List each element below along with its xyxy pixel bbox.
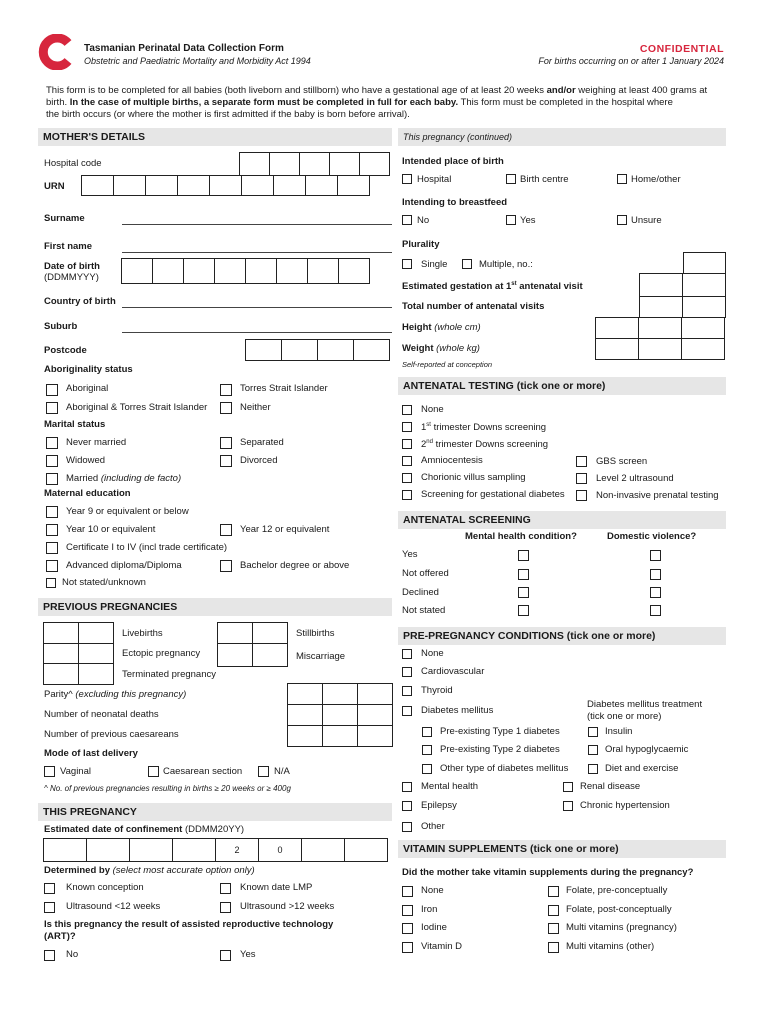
caesarean-label: Caesarean section (163, 766, 243, 777)
postcode-label: Postcode (44, 345, 87, 356)
folate-pre-label: Folate, pre-conceptually (566, 885, 668, 896)
miscarriage-label: Miscarriage (296, 651, 346, 662)
previous-pregnancies-heading: PREVIOUS PREGNANCIES (38, 598, 392, 616)
form-title: Tasmanian Perinatal Data Collection Form (84, 43, 284, 54)
gestation-label: Estimated gestation at 1st antenatal visit (402, 281, 583, 293)
type1-label: Pre-existing Type 1 diabetes (440, 726, 560, 737)
renal-label: Renal disease (580, 781, 641, 792)
home-checkbox[interactable] (617, 174, 627, 184)
art-no-checkbox[interactable] (44, 950, 55, 961)
birth-centre-label: Birth centre (520, 174, 569, 185)
plurality-heading: Plurality (402, 239, 440, 250)
folate-post-label: Folate, post-conceptually (566, 904, 672, 915)
thyroid-checkbox[interactable] (402, 686, 412, 696)
parity-label: Parity^ (excluding this pregnancy) (44, 689, 187, 700)
multiple-checkbox[interactable] (462, 259, 472, 269)
year12-label: Year 12 or equivalent (240, 524, 330, 535)
edc-digit-0: 0 (258, 838, 302, 862)
separated-label: Separated (240, 437, 284, 448)
adv-diploma-label: Advanced diploma/Diploma (66, 560, 182, 571)
miscarriage-field[interactable] (218, 643, 288, 667)
epilepsy-label: Epilepsy (421, 800, 457, 811)
stillbirths-field[interactable] (218, 622, 288, 644)
year10-checkbox[interactable] (46, 524, 58, 536)
tsi-checkbox[interactable] (220, 384, 232, 396)
visits-field[interactable] (640, 296, 726, 318)
hypertension-label: Chronic hypertension (580, 800, 670, 811)
cvs-checkbox[interactable] (402, 473, 412, 483)
breastfeed-yes-label: Yes (520, 215, 536, 226)
dob-format: (DDMMYYY) (44, 272, 99, 283)
ectopic-label: Ectopic pregnancy (122, 648, 201, 659)
known-conception-checkbox[interactable] (44, 883, 55, 894)
iodine-checkbox[interactable] (402, 923, 413, 934)
cvs-label: Chorionic villus sampling (421, 472, 526, 483)
cond-none-checkbox[interactable] (402, 649, 412, 659)
folate-post-checkbox[interactable] (548, 905, 559, 916)
year9-label: Year 9 or equivalent or below (66, 506, 189, 517)
hypertension-checkbox[interactable] (563, 801, 573, 811)
intro-text-2: birth. In the case of multiple births, a separate form must be completed in full for each baby. This form must be completed in the hospital where (46, 97, 673, 108)
testing-none-checkbox[interactable] (402, 405, 412, 415)
bachelor-label: Bachelor degree or above (240, 560, 350, 571)
iron-checkbox[interactable] (402, 905, 413, 916)
type1-checkbox[interactable] (422, 727, 432, 737)
cond-mental-checkbox[interactable] (402, 782, 412, 792)
dm-treatment-note: (tick one or more) (587, 711, 662, 722)
marital-heading: Marital status (44, 419, 106, 430)
widowed-checkbox[interactable] (46, 455, 58, 467)
caesareans-field[interactable] (288, 725, 393, 747)
parity-footnote: ^ No. of previous pregnancies resulting in births ≥ 20 weeks or ≥ 400g (44, 784, 291, 793)
parity-field[interactable] (288, 683, 393, 705)
country-label: Country of birth (44, 296, 116, 307)
country-input[interactable] (122, 307, 392, 308)
livebirths-label: Livebirths (122, 628, 163, 639)
self-reported-note: Self-reported at conception (402, 360, 493, 369)
vitamins-question: Did the mother take vitamin supplements during the pregnancy? (402, 867, 694, 878)
us-gt12-label: Ultrasound >12 weeks (240, 901, 335, 912)
breastfeed-unsure-checkbox[interactable] (617, 215, 627, 225)
cardio-checkbox[interactable] (402, 667, 412, 677)
first-name-input[interactable] (122, 252, 392, 253)
nipt-label: Non-invasive prenatal testing (596, 490, 719, 501)
neither-label: Neither (240, 402, 271, 413)
breastfeed-no-label: No (417, 215, 430, 226)
continued-heading: This pregnancy (continued) (398, 128, 726, 146)
vaginal-label: Vaginal (60, 766, 91, 777)
breastfeed-heading: Intending to breastfeed (402, 197, 508, 208)
intro-text: This form is to be completed for all babies (both liveborn and stillborn) who have a gestational age of at least 20 weeks and/or weighing at least 400 grams at (46, 85, 708, 96)
dv-yes-checkbox[interactable] (650, 550, 661, 561)
year12-checkbox[interactable] (220, 524, 232, 536)
mental-not-stated-checkbox[interactable] (518, 605, 529, 616)
other-dm-checkbox[interactable] (422, 764, 432, 774)
multi-preg-checkbox[interactable] (548, 923, 559, 934)
level2-checkbox[interactable] (576, 473, 587, 484)
t2-downs-label: 2nd trimester Downs screening (421, 439, 549, 451)
cardio-label: Cardiovascular (421, 666, 485, 677)
oral-label: Oral hypoglycaemic (605, 744, 689, 755)
insulin-label: Insulin (605, 726, 633, 737)
weight-field[interactable] (596, 338, 725, 360)
epilepsy-checkbox[interactable] (402, 801, 412, 811)
multi-other-label: Multi vitamins (other) (566, 941, 655, 952)
gbs-label: GBS screen (596, 456, 648, 467)
neither-checkbox[interactable] (220, 402, 232, 414)
cond-other-label: Other (421, 821, 445, 832)
type2-checkbox[interactable] (422, 745, 432, 755)
renal-checkbox[interactable] (563, 782, 573, 792)
diet-checkbox[interactable] (588, 764, 598, 774)
t1-downs-checkbox[interactable] (402, 422, 412, 432)
thyroid-label: Thyroid (421, 685, 453, 696)
dv-not-stated-checkbox[interactable] (650, 605, 661, 616)
art-question-2: (ART)? (44, 931, 76, 942)
surname-label: Surname (44, 213, 85, 224)
never-married-label: Never married (66, 437, 127, 448)
birth-centre-checkbox[interactable] (506, 174, 516, 184)
vit-none-checkbox[interactable] (402, 886, 413, 897)
breastfeed-yes-checkbox[interactable] (506, 215, 516, 225)
divorced-label: Divorced (240, 455, 278, 466)
edc-field[interactable] (44, 838, 388, 862)
screening-not-stated-label: Not stated (402, 605, 446, 616)
cert-checkbox[interactable] (46, 542, 58, 554)
other-dm-label: Other type of diabetes mellitus (440, 763, 569, 774)
gdm-screen-checkbox[interactable] (402, 490, 412, 500)
gestation-field[interactable] (640, 273, 726, 297)
mental-declined-checkbox[interactable] (518, 587, 529, 598)
vitd-label: Vitamin D (421, 941, 463, 952)
mental-not-offered-checkbox[interactable] (518, 569, 529, 580)
vitd-checkbox[interactable] (402, 942, 413, 953)
year9-checkbox[interactable] (46, 506, 58, 518)
multi-preg-label: Multi vitamins (pregnancy) (566, 922, 677, 933)
single-label: Single (421, 259, 448, 270)
level2-label: Level 2 ultrasound (596, 473, 674, 484)
mode-delivery-heading: Mode of last delivery (44, 748, 138, 759)
height-label: Height (whole cm) (402, 322, 481, 333)
dob-label: Date of birth (44, 261, 100, 272)
dob-field[interactable] (122, 258, 370, 284)
livebirths-field[interactable] (44, 622, 114, 644)
amnio-checkbox[interactable] (402, 456, 412, 466)
ectopic-field[interactable] (44, 643, 114, 664)
iron-label: Iron (421, 904, 438, 915)
domestic-violence-column: Domestic violence? (607, 531, 697, 542)
adv-diploma-checkbox[interactable] (46, 560, 58, 572)
aboriginality-heading: Aboriginality status (44, 364, 133, 375)
dm-treatment-label: Diabetes mellitus treatment (587, 699, 703, 710)
type2-label: Pre-existing Type 2 diabetes (440, 744, 560, 755)
folate-pre-checkbox[interactable] (548, 886, 559, 897)
hospital-code-field[interactable] (240, 152, 390, 176)
amnio-label: Amniocentesis (421, 455, 483, 466)
neonatal-deaths-field[interactable] (288, 704, 393, 726)
suburb-input[interactable] (122, 332, 392, 333)
art-question: Is this pregnancy the result of assisted reproductive technology (44, 919, 334, 930)
terminated-label: Terminated pregnancy (122, 669, 216, 680)
gdm-screen-label: Screening for gestational diabetes (421, 489, 565, 500)
art-yes-checkbox[interactable] (220, 950, 231, 961)
surname-input[interactable] (122, 224, 392, 225)
date-note: For births occurring on or after 1 January 2024 (538, 56, 724, 66)
urn-field[interactable] (82, 175, 370, 196)
dv-declined-checkbox[interactable] (650, 587, 661, 598)
form-subtitle: Obstetric and Paediatric Mortality and Morbidity Act 1994 (84, 56, 311, 66)
known-conception-label: Known conception (66, 882, 144, 893)
not-offered-label: Not offered (402, 568, 449, 579)
caesareans-label: Number of previous caesareans (44, 729, 179, 740)
insulin-checkbox[interactable] (588, 727, 598, 737)
urn-label: URN (44, 181, 65, 192)
place-of-birth-heading: Intended place of birth (402, 156, 504, 167)
dv-not-offered-checkbox[interactable] (650, 569, 661, 580)
tasmanian-health-logo (38, 34, 74, 70)
known-lmp-label: Known date LMP (240, 882, 313, 893)
edc-digit-2: 2 (215, 838, 259, 862)
cert-label: Certificate I to IV (incl trade certificate) (66, 542, 228, 553)
iodine-label: Iodine (421, 922, 447, 933)
multi-other-checkbox[interactable] (548, 942, 559, 953)
hospital-code-label: Hospital code (44, 158, 102, 169)
aboriginal-label: Aboriginal (66, 383, 109, 394)
married-label: Married (including de facto) (66, 473, 182, 484)
vitamins-heading: VITAMIN SUPPLEMENTS (tick one or more) (398, 840, 726, 858)
hospital-label: Hospital (417, 174, 452, 185)
single-checkbox[interactable] (402, 259, 412, 269)
neonatal-deaths-label: Number of neonatal deaths (44, 709, 159, 720)
screening-yes-label: Yes (402, 549, 418, 560)
antenatal-screening-heading: ANTENATAL SCREENING (398, 511, 726, 529)
year10-label: Year 10 or equivalent (66, 524, 156, 535)
postcode-field[interactable] (246, 339, 390, 361)
determined-by-label: Determined by (select most accurate option only) (44, 865, 255, 876)
diabetes-label: Diabetes mellitus (421, 705, 494, 716)
visits-label: Total number of antenatal visits (402, 301, 545, 312)
stillbirths-label: Stillbirths (296, 628, 335, 639)
weight-label: Weight (whole kg) (402, 343, 480, 354)
gbs-checkbox[interactable] (576, 456, 587, 467)
suburb-label: Suburb (44, 321, 78, 332)
caesarean-checkbox[interactable] (148, 766, 159, 777)
breastfeed-no-checkbox[interactable] (402, 215, 412, 225)
edc-label: Estimated date of confinement (DDMM20YY) (44, 824, 245, 835)
us-lt12-checkbox[interactable] (44, 902, 55, 913)
conditions-heading: PRE-PREGNANCY CONDITIONS (tick one or more) (398, 627, 726, 645)
vit-none-label: None (421, 885, 444, 896)
both-label: Aboriginal & Torres Strait Islander (66, 402, 208, 413)
tsi-label: Torres Strait Islander (240, 383, 328, 394)
known-lmp-checkbox[interactable] (220, 883, 231, 894)
education-not-stated-checkbox[interactable] (46, 578, 56, 588)
education-not-stated-label: Not stated/unknown (62, 577, 146, 588)
intro-text-3: the birth occurs (or where the mother is first admitted if the baby is born before arrival). (46, 109, 410, 120)
aboriginal-checkbox[interactable] (46, 384, 58, 396)
married-checkbox[interactable] (46, 473, 58, 485)
diabetes-checkbox[interactable] (402, 706, 412, 716)
art-no-label: No (66, 949, 79, 960)
confidential-label: CONFIDENTIAL (639, 43, 724, 55)
testing-none-label: None (421, 404, 444, 415)
multiple-number-field[interactable] (683, 252, 726, 274)
cond-none-label: None (421, 648, 444, 659)
home-label: Home/other (631, 174, 681, 185)
declined-label: Declined (402, 587, 439, 598)
art-yes-label: Yes (240, 949, 256, 960)
t1-downs-label: 1st trimester Downs screening (421, 422, 547, 434)
separated-checkbox[interactable] (220, 437, 232, 449)
both-checkbox[interactable] (46, 402, 58, 414)
height-field[interactable] (596, 317, 725, 339)
never-married-checkbox[interactable] (46, 437, 58, 449)
this-pregnancy-heading: THIS PREGNANCY (38, 803, 392, 821)
mental-health-column: Mental health condition? (465, 531, 577, 542)
cond-other-checkbox[interactable] (402, 822, 412, 832)
widowed-label: Widowed (66, 455, 106, 466)
antenatal-testing-heading: ANTENATAL TESTING (tick one or more) (398, 377, 726, 395)
education-heading: Maternal education (44, 488, 131, 499)
us-lt12-label: Ultrasound <12 weeks (66, 901, 161, 912)
terminated-field[interactable] (44, 663, 114, 685)
breastfeed-unsure-label: Unsure (631, 215, 662, 226)
hospital-checkbox[interactable] (402, 174, 412, 184)
multiple-label: Multiple, no.: (479, 259, 533, 270)
na-label: N/A (274, 766, 290, 777)
diet-label: Diet and exercise (605, 763, 679, 774)
mothers-details-heading: MOTHER'S DETAILS (38, 128, 392, 146)
vaginal-checkbox[interactable] (44, 766, 55, 777)
divorced-checkbox[interactable] (220, 455, 232, 467)
mental-yes-checkbox[interactable] (518, 550, 529, 561)
oral-checkbox[interactable] (588, 745, 598, 755)
nipt-checkbox[interactable] (576, 490, 587, 501)
t2-downs-checkbox[interactable] (402, 439, 412, 449)
first-name-label: First name (44, 241, 93, 252)
bachelor-checkbox[interactable] (220, 560, 232, 572)
us-gt12-checkbox[interactable] (220, 902, 231, 913)
cond-mental-label: Mental health (421, 781, 479, 792)
na-checkbox[interactable] (258, 766, 269, 777)
